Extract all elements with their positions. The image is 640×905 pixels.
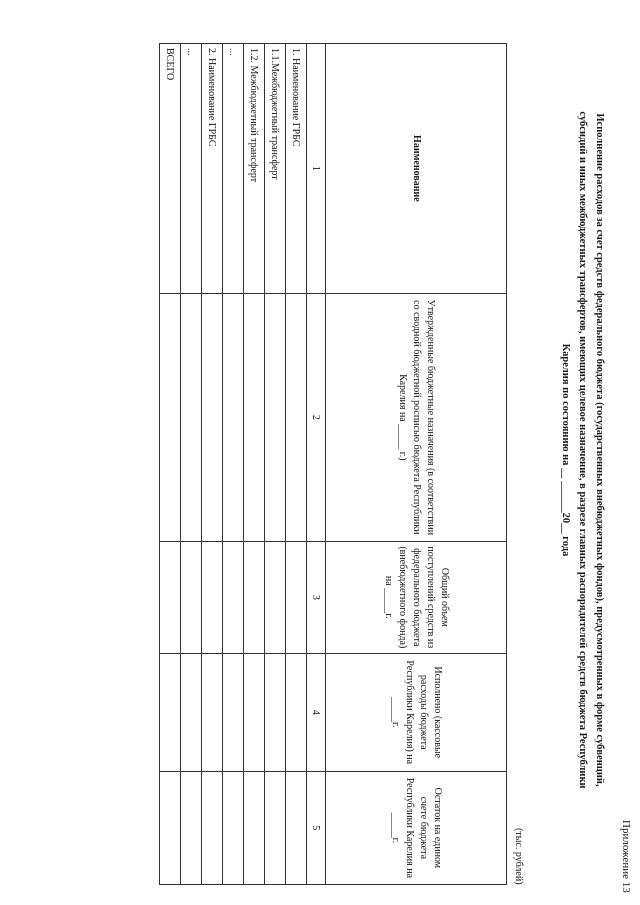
- column-number: 4: [307, 653, 326, 771]
- row-label: 2. Наименование ГРБС: [202, 44, 223, 294]
- table-cell: [244, 541, 265, 653]
- table-cell: [223, 541, 244, 653]
- table-cell: [160, 541, 181, 653]
- header-balance: Остаток на едином счете бюджета Республики Карелия на _____г.: [326, 771, 507, 884]
- table-cell: [223, 293, 244, 541]
- table-cell: [265, 293, 286, 541]
- document-heading: [557, 20, 608, 880]
- heading-line-1: Исполнение расходов за счет средств федерального бюджета (государственных внебюджетных фондов), предусмотренных в форме субвенций,: [594, 113, 605, 787]
- table-row: [181, 44, 202, 885]
- table-cell: [160, 771, 181, 884]
- table-row-total: [160, 44, 181, 885]
- row-label: 1. Наименование ГРБС: [286, 44, 307, 294]
- table-cell: [244, 653, 265, 771]
- table-cell: [244, 293, 265, 541]
- table-cell: [286, 293, 307, 541]
- table-cell: [181, 293, 202, 541]
- table-row: [223, 44, 244, 885]
- row-label: ВСЕГО: [160, 44, 181, 294]
- table-cell: [244, 771, 265, 884]
- annex-label: Приложение 13: [620, 820, 632, 893]
- table-cell: [223, 653, 244, 771]
- table-cell: [265, 653, 286, 771]
- table-cell: [286, 653, 307, 771]
- table-cell: [286, 541, 307, 653]
- table-cell: [223, 771, 244, 884]
- table-cell: [202, 293, 223, 541]
- row-label: 1.1.Межбюджетный трансферт: [265, 44, 286, 294]
- header-receipts: Общий объем поступлений средств из федерального бюджета (внебюджетного фонда) на _____г.: [326, 541, 507, 653]
- header-approved: Утвержденные бюджетные назначения (в соответствии со сводной бюджетной росписью бюджета Республики Карелия на _____ г.): [326, 293, 507, 541]
- table-row: [265, 44, 286, 885]
- row-label: ...: [181, 44, 202, 294]
- table-row: [244, 44, 265, 885]
- heading-line-2: субсидий и иных межбюджетных трансфертов, имеющих целевое назначение, в разрезе главных распорядителей средств бюджета Республики: [577, 111, 588, 789]
- table-cell: [160, 293, 181, 541]
- table-cell: [181, 771, 202, 884]
- column-number: 5: [307, 771, 326, 884]
- execution-table: [159, 43, 507, 885]
- table-cell: [202, 771, 223, 884]
- column-number: 1: [307, 44, 326, 294]
- table-row: [202, 44, 223, 885]
- table-cell: [202, 653, 223, 771]
- table-cell: [265, 541, 286, 653]
- table-header-row: [326, 44, 507, 885]
- header-name: Наименование: [326, 44, 507, 294]
- table-row: [286, 44, 307, 885]
- row-label: 1.2. Межбюджетный трансферт: [244, 44, 265, 294]
- unit-label: (тыс. рублей): [513, 828, 524, 885]
- table-cell: [286, 771, 307, 884]
- column-number: 2: [307, 293, 326, 541]
- table-cell: [160, 653, 181, 771]
- table-cell: [181, 541, 202, 653]
- column-number: 3: [307, 541, 326, 653]
- table-cell: [202, 541, 223, 653]
- column-number-row: [307, 44, 326, 885]
- row-label: ...: [223, 44, 244, 294]
- table-cell: [181, 653, 202, 771]
- heading-line-3: Карелия по состоянию на __ ______20__ года: [560, 343, 571, 557]
- table-cell: [265, 771, 286, 884]
- header-executed: Исполнено (кассовые расходы бюджета Республики Карелия) на _____г.: [326, 653, 507, 771]
